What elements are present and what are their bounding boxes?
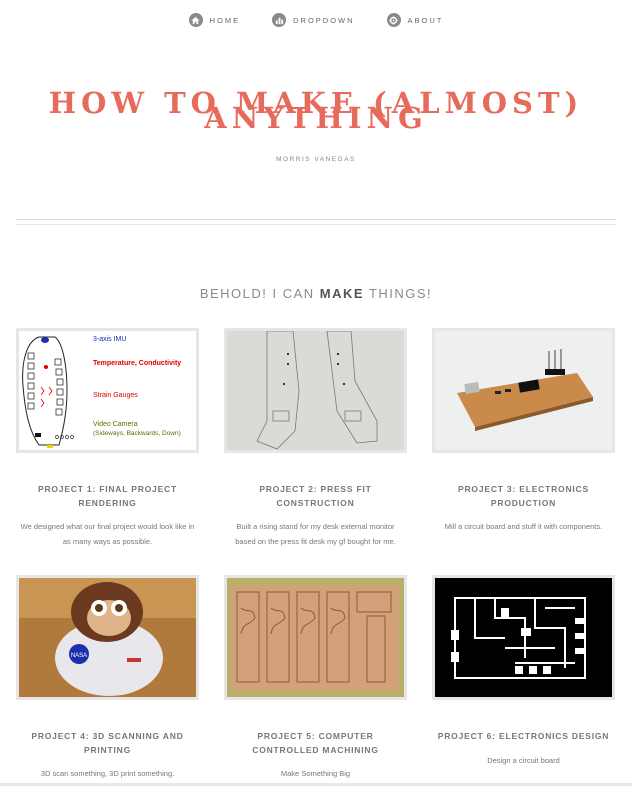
project-card-5[interactable] (224, 575, 407, 781)
press-fit-photo (227, 331, 404, 450)
tagline-emphasis: MAKE (319, 286, 365, 301)
nav-about-label: ABOUT (407, 15, 444, 25)
tagline-suffix: THINGS! (364, 286, 433, 301)
bar-chart-icon (272, 13, 286, 27)
label-strain: Strain Gauges (93, 392, 138, 399)
label-imu: 3-axis IMU (93, 336, 127, 343)
project-3-description: Mill a circuit board and stuff it with components. (444, 522, 603, 531)
home-icon (189, 13, 203, 27)
circuit-trace-image (435, 578, 612, 697)
project-card-6[interactable] (432, 575, 615, 768)
nav-home[interactable] (189, 10, 241, 30)
project-6-image[interactable] (432, 575, 615, 700)
project-1-description: We designed what our final project would look like in as many ways as possible. (20, 522, 195, 546)
project-2-description: Built a rising stand for my desk external monitor based on the press fit desk my gf bought for me. (235, 522, 396, 546)
label-video-sub: (Sideways, Backwards, Down) (93, 430, 181, 437)
project-4-description: 3D scan something, 3D print something. (40, 769, 175, 778)
tagline (0, 286, 632, 301)
pcb-photo (435, 331, 612, 450)
project-6-description: Design a circuit board (487, 755, 560, 765)
top-nav (0, 10, 632, 30)
nav-dropdown-label: DROPDOWN (293, 15, 355, 25)
cnc-board-photo (227, 578, 404, 697)
gear-icon (387, 13, 401, 27)
project-3-image[interactable] (432, 328, 615, 453)
project-2-title[interactable]: PROJECT 2: PRESS FIT CONSTRUCTION (259, 484, 372, 508)
nav-home-label: HOME (209, 15, 241, 25)
project-5-title[interactable]: PROJECT 5: COMPUTER CONTROLLED MACHINING (252, 731, 379, 755)
project-1-title[interactable]: PROJECT 1: FINAL PROJECT RENDERING (37, 484, 177, 508)
project-4-title[interactable]: PROJECT 4: 3D SCANNING AND PRINTING (31, 731, 184, 755)
nav-about[interactable] (387, 10, 444, 30)
site-title[interactable]: HOW TO MAKE (ALMOST) ANYTHING (48, 86, 584, 135)
project-1-image[interactable] (16, 328, 199, 453)
plush-astronaut-photo (19, 578, 196, 697)
project-6-title[interactable]: PROJECT 6: ELECTRONICS DESIGN (437, 731, 610, 741)
site-author: MORRIS VANEGAS (276, 156, 356, 163)
nasa-badge-label: NASA (70, 653, 88, 659)
project-4-image[interactable] (16, 575, 199, 700)
label-video: Video Camera (93, 421, 138, 428)
tagline-prefix: BEHOLD! I CAN (199, 286, 320, 301)
project-card-1[interactable] (16, 328, 199, 549)
project-card-2[interactable] (224, 328, 407, 549)
divider (16, 219, 616, 220)
project-card-4[interactable] (16, 575, 199, 781)
insole-diagram (19, 331, 196, 450)
project-5-description: Make Something Big (280, 769, 351, 778)
project-5-image[interactable] (224, 575, 407, 700)
label-temperature: Temperature, Conductivity (93, 360, 182, 367)
project-card-3[interactable] (432, 328, 615, 534)
nav-dropdown[interactable] (272, 10, 354, 30)
project-3-title[interactable]: PROJECT 3: ELECTRONICS PRODUCTION (458, 484, 589, 508)
divider (16, 224, 616, 225)
project-2-image[interactable] (224, 328, 407, 453)
